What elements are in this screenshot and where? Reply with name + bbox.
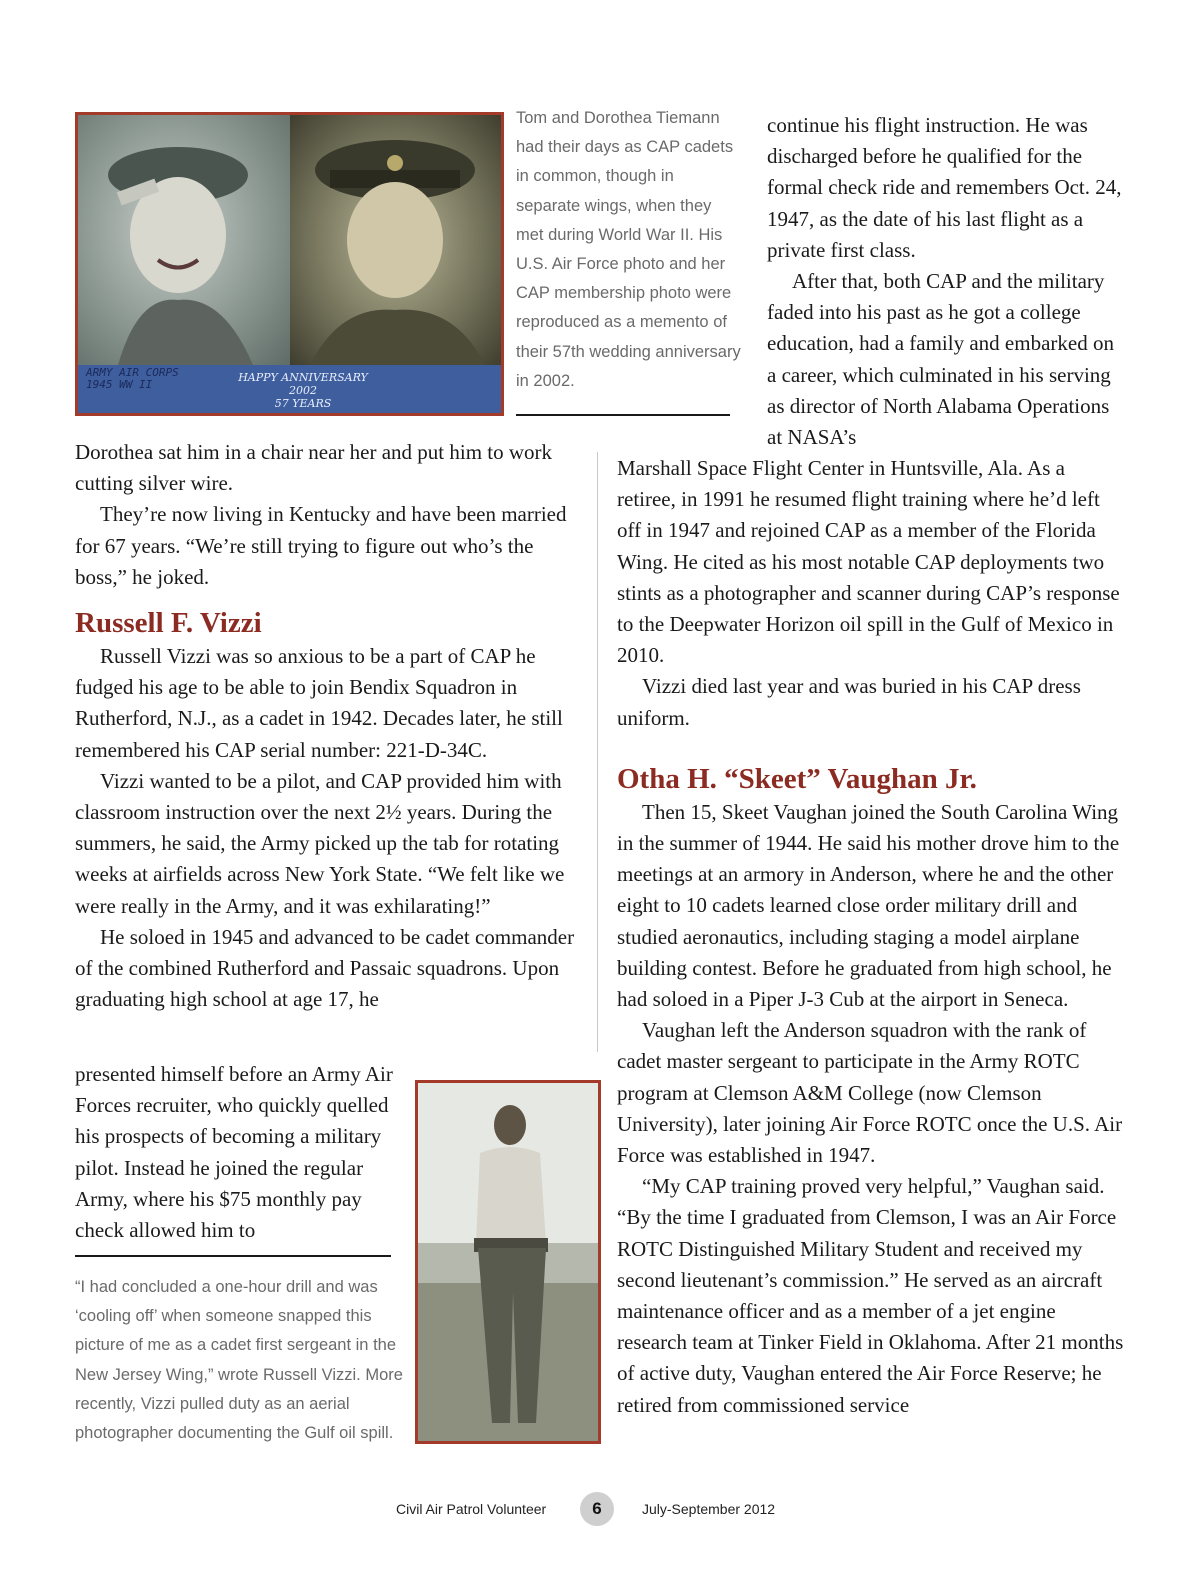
right-column-top <box>767 110 1127 453</box>
anniversary-line-2: 2002 <box>289 384 317 397</box>
tom-figure-illustration <box>290 115 501 365</box>
dorothea-portrait <box>78 115 290 365</box>
paragraph: Then 15, Skeet Vaughan joined the South Carolina Wing in the summer of 1944. He said his mother drove him to the meetings at an armory in Anderson, where he and the other eight to 10 cadets learned close order military drill and studied aeronautics, including staging a model airplane building contest. Before he graduated from high school, he had soloed in a Piper J-3 Cub at the airport in Seneca. <box>617 799 1120 1012</box>
page-number: 6 <box>580 1492 614 1526</box>
dorothea-figure-illustration <box>78 115 290 365</box>
right-column-main <box>617 453 1125 1421</box>
paragraph: Vizzi died last year and was buried in his CAP dress uniform. <box>617 674 1081 730</box>
tiemann-photo-caption: Tom and Dorothea Tiemann had their days as CAP cadets in common, though in separate wings, when they met during World War II. His U.S. Air Force photo and her CAP membership photo were reproduced as a memento of their 57th wedding anniversary in 2002. <box>516 109 741 390</box>
inscription-line-2: 1945 WW II <box>86 378 153 391</box>
paragraph: Marshall Space Flight Center in Huntsville, Ala. As a retiree, in 1991 he resumed flight training where he’d left off in 1947 and rejoined CAP as a member of the Florida Wing. He cited as his most notable CAP deployments two stints as a photographer and scanner during CAP’s response to the Deepwater Horizon oil spill in the Gulf of Mexico in 2010. <box>617 456 1120 668</box>
anniversary-line-1: HAPPY ANNIVERSARY <box>238 371 368 384</box>
vizzi-photo <box>415 1080 601 1444</box>
column-divider <box>597 452 598 1052</box>
caption-rule-bottom <box>75 1255 391 1257</box>
paragraph: continue his flight instruction. He was discharged before he qualified for the formal check ride and remembers Oct. 24, 1947, as the date of his last flight as a private first class. <box>767 113 1122 262</box>
anniversary-line-3: 57 YEARS <box>274 397 332 410</box>
footer-publication: Civil Air Patrol Volunteer <box>396 1501 547 1517</box>
vizzi-photo-caption: “I had concluded a one-hour drill and was ‘cooling off’ when someone snapped this picture of me as a cadet first sergeant in the New Jersey Wing,” wrote Russell Vizzi. More recently, Vizzi pulled duty as an aerial photographer documenting the Gulf oil spill. <box>75 1278 403 1443</box>
paragraph: Dorothea sat him in a chair near her and put him to work cutting silver wire. <box>75 440 553 496</box>
paragraph: They’re now living in Kentucky and have been married for 67 years. “We’re still trying to figure out who’s the boss,” he joked. <box>75 502 567 589</box>
handwritten-inscription <box>86 367 179 391</box>
paragraph: “My CAP training proved very helpful,” Vaughan said. “By the time I graduated from Clemson, I was an Air Force ROTC Distinguished Military Student and received my second lieutenant’s commission.” He served as an aircraft maintenance officer and as a member of a jet engine research team at Tinker Field in Oklahoma. After 21 months of active duty, Vaughan entered the Air Force Reserve; he retired from commissioned service <box>617 1174 1124 1417</box>
anniversary-text <box>208 371 398 410</box>
left-column <box>75 437 580 1015</box>
footer-issue: July-September 2012 <box>642 1501 776 1517</box>
paragraph: After that, both CAP and the military faded into his past as he got a college education, had a family and embarked on a career, which culminated in his serving as director of North Alabama Operations at NASA’s <box>767 269 1114 450</box>
vizzi-figure-illustration <box>418 1083 598 1441</box>
paragraph: Vizzi wanted to be a pilot, and CAP provided him with classroom instruction over the next 2½ years. During the summers, he said, the Army picked up the tab for rotating weeks at airfields across New York State. “We felt like we were really in the Army, and it was exhilarating!” <box>75 768 565 918</box>
vaughan-heading: Otha H. “Skeet” Vaughan Jr. <box>617 762 977 795</box>
tom-portrait <box>290 115 501 365</box>
vizzi-heading: Russell F. Vizzi <box>75 607 262 640</box>
tiemann-photo <box>75 112 504 416</box>
paragraph: He soloed in 1945 and advanced to be cadet commander of the combined Rutherford and Passaic squadrons. Upon graduating high school at age 17, he <box>75 924 575 1012</box>
caption-rule-top <box>516 414 730 416</box>
paragraph: Vaughan left the Anderson squadron with the rank of cadet master sergeant to participate in the Army ROTC program at Clemson A&M College (now Clemson University), later joining Air Force ROTC once the U.S. Air Force was established in 1947. <box>617 1018 1123 1168</box>
inscription-line-1: ARMY AIR CORPS <box>86 366 179 379</box>
paragraph: Russell Vizzi was so anxious to be a part of CAP he fudged his age to be able to join Bendix Squadron in Rutherford, N.J., as a cadet in 1942. Decades later, he still remembered his CAP serial number: 221-D-34C. <box>75 644 563 762</box>
left-column-wrap: presented himself before an Army Air Forces recruiter, who quickly quelled his prospects of becoming a military pilot. Instead he joined the regular Army, where his $75 monthly pay check allowed him to <box>75 1062 393 1243</box>
